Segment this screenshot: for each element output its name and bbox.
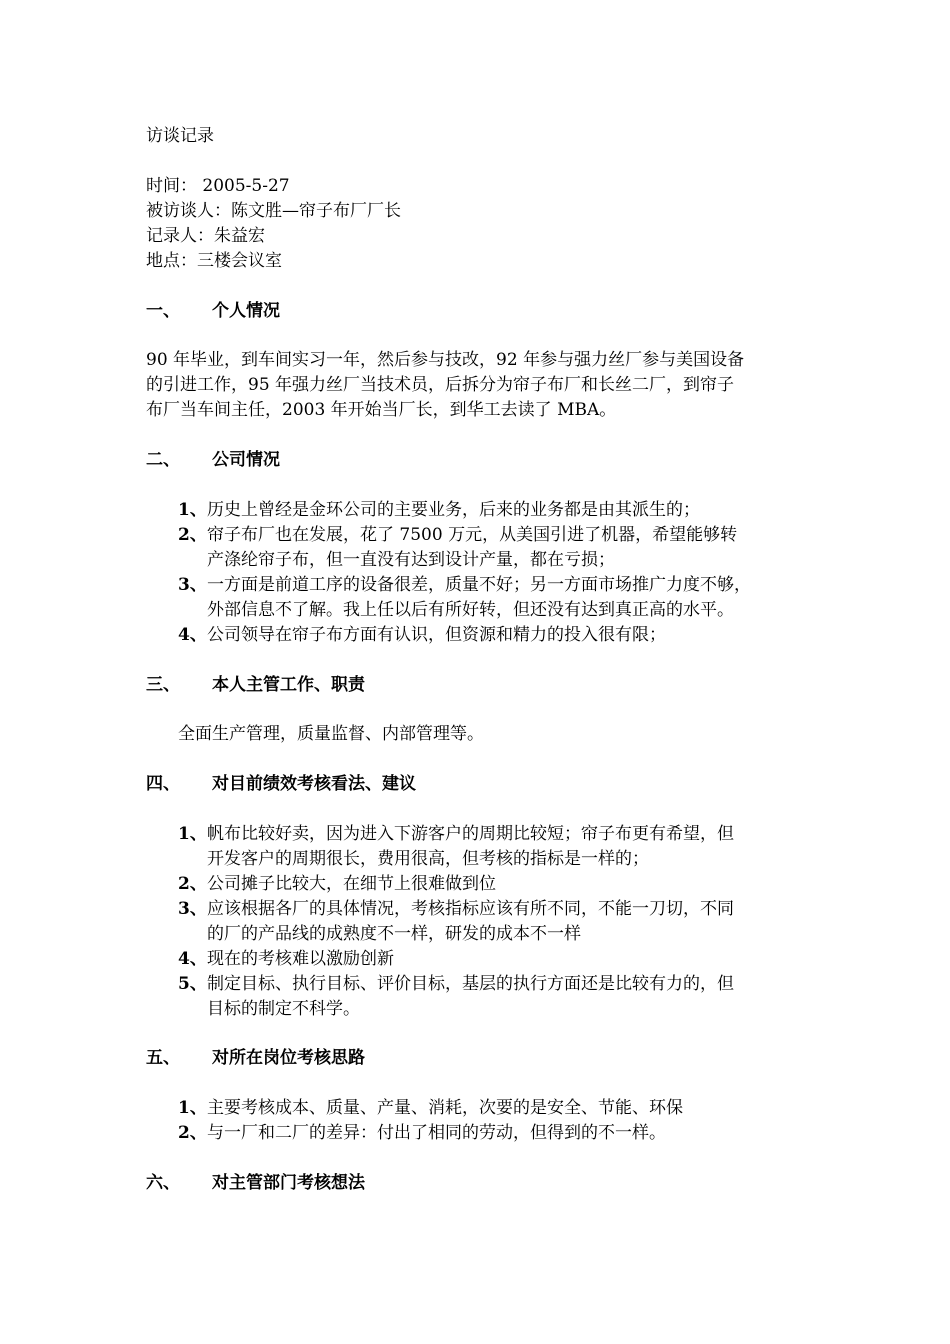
list-item — [178, 623, 666, 648]
list-item-text: 与一厂和二厂的差异：付出了相同的劳动，但得到的不一样。 — [207, 1123, 666, 1143]
list-item — [178, 523, 737, 548]
list-item-text: 历史上曾经是金环公司的主要业务，后来的业务都是由其派生的； — [207, 500, 700, 520]
list-item — [178, 897, 734, 922]
list-item-continuation: 外部信息不了解。我上任以后有所好转，但还没有达到真正高的水平。 — [207, 600, 734, 620]
list-item — [178, 972, 734, 997]
list-item-text: 帆布比较好卖，因为进入下游客户的周期比较短；帘子布更有希望，但 — [207, 824, 734, 844]
list-item-number: 1、 — [178, 1098, 207, 1118]
list-item-text: 公司领导在帘子布方面有认识，但资源和精力的投入很有限； — [207, 625, 666, 645]
section-number: 六、 — [146, 1173, 180, 1193]
list-item — [178, 498, 700, 523]
section-title: 公司情况 — [212, 450, 280, 470]
list-item-number: 2、 — [178, 874, 207, 894]
doc-title: 访谈记录 — [146, 126, 214, 146]
list-item — [178, 1096, 683, 1121]
paragraph-line: 布厂当车间主任，2003 年开始当厂长，到华工去读了 MBA。 — [146, 400, 617, 420]
list-item-number: 4、 — [178, 625, 207, 645]
list-item-continuation: 目标的制定不科学。 — [207, 999, 360, 1019]
list-item-text: 帘子布厂也在发展，花了 7500 万元，从美国引进了机器，希望能够转 — [207, 525, 738, 545]
paragraph-line: 全面生产管理，质量监督、内部管理等。 — [178, 724, 484, 744]
section-heading-3 — [146, 673, 365, 698]
list-item-text: 主要考核成本、质量、产量、消耗，次要的是安全、节能、环保 — [207, 1098, 683, 1118]
list-item-number: 1、 — [178, 824, 207, 844]
list-item-text: 一方面是前道工序的设备很差，质量不好；另一方面市场推广力度不够， — [207, 575, 751, 595]
list-item-continuation: 开发客户的周期很长，费用很高，但考核的指标是一样的； — [207, 849, 649, 869]
list-item-number: 3、 — [178, 899, 207, 919]
paragraph-line: 90 年毕业，到车间实习一年，然后参与技改，92 年参与强力丝厂参与美国设备 — [146, 350, 745, 370]
list-item-number: 2、 — [178, 1123, 207, 1143]
section-number: 二、 — [146, 450, 180, 470]
list-item — [178, 573, 751, 598]
section-number: 五、 — [146, 1048, 180, 1068]
list-item — [178, 822, 734, 847]
section-title: 对目前绩效考核看法、建议 — [212, 774, 416, 794]
list-item-number: 1、 — [178, 500, 207, 520]
list-item-number: 2、 — [178, 525, 207, 545]
list-item-text: 制定目标、执行目标、评价目标，基层的执行方面还是比较有力的，但 — [207, 974, 734, 994]
section-number: 四、 — [146, 774, 180, 794]
section-number: 一、 — [146, 301, 180, 321]
section-heading-2 — [146, 448, 280, 473]
list-item-continuation: 产涤纶帘子布，但一直没有达到设计产量，都在亏损； — [207, 550, 615, 570]
list-item — [178, 872, 496, 897]
list-item — [178, 1121, 666, 1146]
section-title: 对主管部门考核想法 — [212, 1173, 365, 1193]
section-number: 三、 — [146, 675, 180, 695]
meta-time: 时间： 2005-5-27 — [146, 176, 290, 196]
section-title: 个人情况 — [212, 301, 280, 321]
list-item-text: 现在的考核难以激励创新 — [207, 949, 394, 969]
section-title: 对所在岗位考核思路 — [212, 1048, 365, 1068]
meta-recorder: 记录人：朱益宏 — [146, 226, 265, 246]
section-heading-6 — [146, 1171, 365, 1196]
list-item-continuation: 的厂的产品线的成熟度不一样，研发的成本不一样 — [207, 924, 581, 944]
list-item-number: 4、 — [178, 949, 207, 969]
list-item-number: 5、 — [178, 974, 207, 994]
list-item-text: 公司摊子比较大，在细节上很难做到位 — [207, 874, 496, 894]
meta-interviewee: 被访谈人：陈文胜—帘子布厂厂长 — [146, 201, 401, 221]
list-item-number: 3、 — [178, 575, 207, 595]
paragraph-line: 的引进工作，95 年强力丝厂当技术员，后拆分为帘子布厂和长丝二厂，到帘子 — [146, 375, 735, 395]
section-heading-1 — [146, 299, 280, 324]
meta-location: 地点：三楼会议室 — [146, 251, 282, 271]
list-item — [178, 947, 394, 972]
section-heading-4 — [146, 772, 416, 797]
list-item-text: 应该根据各厂的具体情况，考核指标应该有所不同，不能一刀切，不同 — [207, 899, 734, 919]
section-heading-5 — [146, 1046, 365, 1071]
section-title: 本人主管工作、职责 — [212, 675, 365, 695]
